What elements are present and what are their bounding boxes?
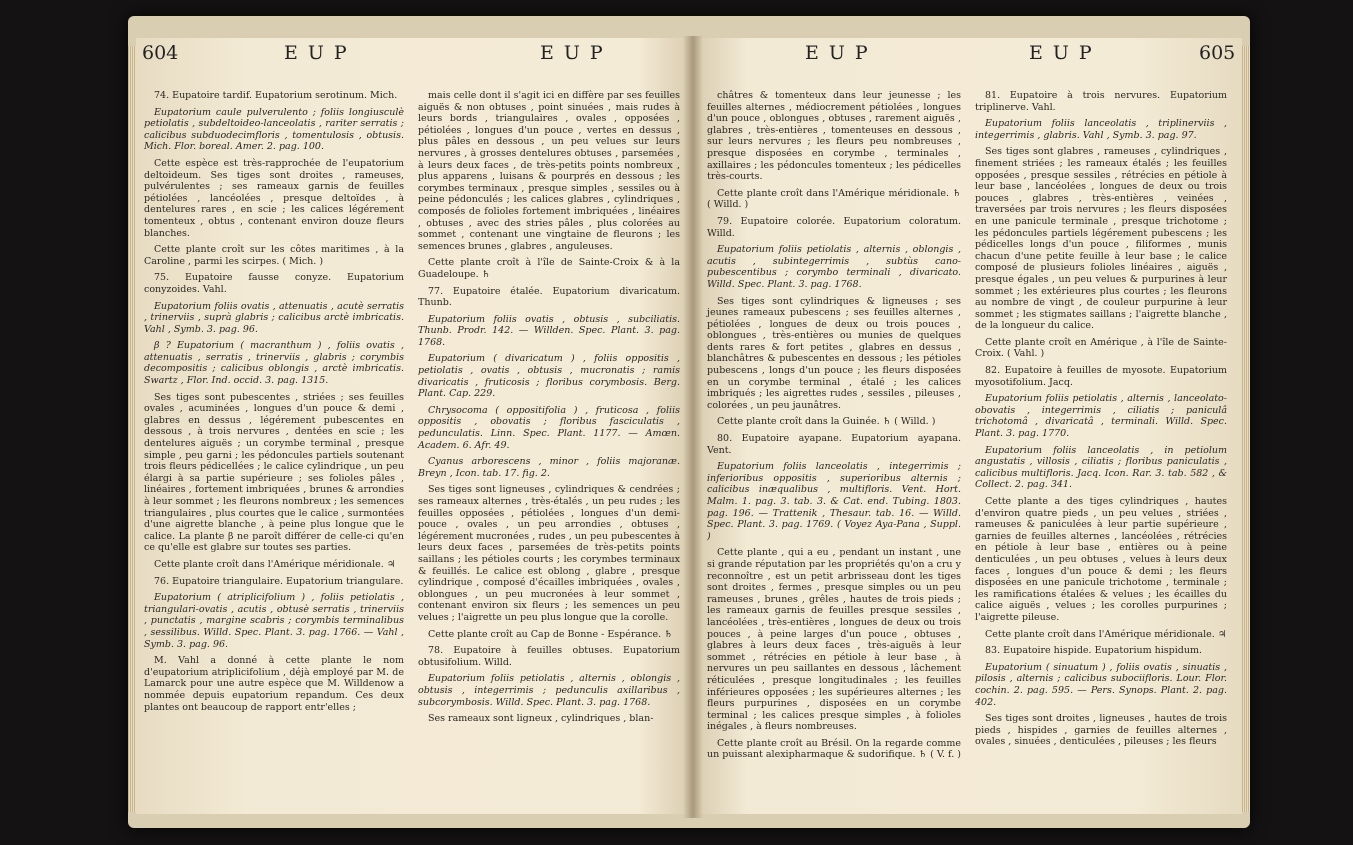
entry-79-diagnosis: Eupatorium foliis petiolatis , alternis , oblongis , acutis , subintegerrimis , subtùs cano-pubescentibus ; corymbo terminali , divaricato. Willd. Spec. Plant. 3. pag. 1768.	[707, 244, 961, 290]
entry-83-title: 83. Eupatoire hispide. Eupatorium hispidum.	[985, 645, 1203, 657]
entry-82-synonym: Eupatorium foliis lanceolatis , in petiolum angustatis , villosis , ciliatis ; floribus paniculatis , calicibus multifloris. Jacq. Icon. Rar. 3. tab. 582 , & Collect. 2. pag. 341.	[975, 444, 1227, 491]
entry-75-variety: β ? Eupatorium ( macranthum ) , foliis ovatis , attenuatis , serratis , trinerviis , glabris ; corymbis decompositis ; calicibus oblongis , arctè imbricatis. Swartz , Flor. Ind. occid. 3. pag. 1315.	[144, 340, 404, 387]
left-running-head-1: EUP	[284, 42, 357, 64]
entry-80-title: 80. Eupatoire ayapane. Eupatorium ayapana. Vent.	[707, 433, 961, 456]
right-page-number: 605	[1199, 42, 1236, 64]
left-page-edges	[128, 46, 136, 812]
entry-75-habitat: Cette plante croît dans l'Amérique méridionale. ♃	[154, 558, 396, 570]
entry-80-habitat: Cette plante croît au Brésil. On la regarde comme un puissant alexipharmaque & sudorifique. ♄ ( V. f. )	[707, 737, 961, 761]
entry-81-description: Ses tiges sont glabres , rameuses , cylindriques , finement striées ; les rameaux étalés ; les feuilles opposées , presque sessiles , rétrécies en pétiole à leur base , lancéolées , longues de deux ou trois pouces , glabres , très-entières , veinées , traversées par trois nervures ; les fleurs disposées en une panicule terminale , presque trichotome ; les pédoncules partiels légérement pubescens ; les pédicelles longs d'un pouce , filiformes , munis chacun d'une petite feuille à leur base ; le calice composé de plusieurs folioles linéaires , aiguës , presque égales , un peu velues & purpurines à leur sommet ; les extérieures plus courtes ; les fleurons au nombre de vingt , de couleur purpurine à leur sommet ; les stigmates saillans ; l'aigrette blanche , de la longueur du calice.	[975, 146, 1227, 332]
entry-81-diagnosis: Eupatorium foliis lanceolatis , triplinerviis , integerrimis , glabris. Vahl , Symb. 3. pag. 97.	[975, 118, 1227, 141]
entry-77-diagnosis: Eupatorium foliis ovatis , obtusis , subciliatis. Thunb. Prodr. 142. — Willden. Spec. Plant. 3. pag. 1768.	[418, 313, 680, 348]
entry-80-description: Cette plante , qui a eu , pendant un instant , une si grande réputation par les propriétés qu'on a cru y reconnoître , est un petit arbrisseau dont les tiges sont droites , fermes , presque simples ou un peu rameuses , brunes , grêles , hautes de trois pieds ; les rameaux garnis de feuilles presque sessiles , lancéolées , très-entières , longues de deux ou trois pouces , à peine larges d'un pouce , obtuses , glabres à leurs deux faces , très-aiguës à leur sommet , rétrécies en pétiole à leur base , à nervures un peu saillantes en dessous , lâchement réticulées , presque longitudinales ; les feuilles inférieures opposées ; les supérieures alternes ; les fleurs purpurines , disposées en un corymbe terminal ; les calices presque simples , à folioles inégales , à fleurs nombreuses.	[707, 547, 961, 733]
entry-74-description: Cette espèce est très-rapprochée de l'eupatorium deltoideum. Ses tiges sont droites , rameuses, pulvérulentes ; ses rameaux garnis de feuilles pétiolées , lancéolées , presque deltoïdes , à dentelures rares , en scie ; les calices légérement tomenteux , obtus , contenant environ douze fleurs blanches.	[144, 157, 404, 239]
entry-79-description: Ses tiges sont cylindriques & ligneuses ; ses jeunes rameaux pubescens ; ses feuilles alternes , pétiolées , longues de deux ou trois pouces , oblongues , très-entières ou munies de quelques dents rares & fort petites , glabres en dessus , blanchâtres & pubescentes en dessous ; les pétioles pubescens , longs d'un pouce ; les fleurs disposées en un corymbe terminal , étalé ; les calices imbriqués ; les aigrettes rudes , sessiles , pileuses , colorées , un peu jaunâtres.	[707, 295, 961, 411]
entry-75-title: 75. Eupatoire fausse conyze. Eupatorium conyzoides. Vahl.	[144, 272, 404, 295]
entry-77-synonym-1: Eupatorium ( divaricatum ) , foliis oppositis , petiolatis , ovatis , obtusis , mucronatis ; ramis divaricatis , fruticosis ; floribus corymbosis. Berg. Plant. Cap. 229.	[418, 353, 680, 400]
left-page	[136, 38, 693, 814]
entry-76-diagnosis: Eupatorium ( atriplicifolium ) , foliis petiolatis , triangulari-ovatis , acutis , obtusè serratis , trinerviis , punctatis , margine scabris ; corymbis terminalibus , sessilibus. Willd. Spec. Plant. 3. pag. 1766. — Vahl , Symb. 3. pag. 96.	[144, 592, 404, 650]
entry-82-habitat: Cette plante croît dans l'Amérique méridionale. ♃	[985, 628, 1227, 640]
entry-76-description: M. Vahl a donné à cette plante le nom d'eupatorium atriplicifolium , déjà employé par M. de Lamarck pour une autre espèce que M. Willdenow a nommée depuis eupatorium repandum. Ces deux plantes ont beaucoup de rapport entr'elles ;	[144, 655, 404, 713]
entry-83-description: Ses tiges sont droites , ligneuses , hautes de trois pieds , hispides , garnies de feuilles alternes , ovales , sinuées , denticulées , pileuses ; les fleurs	[975, 713, 1227, 748]
entry-74-title: 74. Eupatoire tardif. Eupatorium serotinum. Mich.	[154, 90, 398, 101]
entry-74-diagnosis: Eupatorium caule pulverulento ; foliis longiusculè petiolatis , subdeltoideo-lanceolatis , rariter serratis ; calicibus subduodecimfloris , tomentulosis , obtusis. Mich. Flor. boreal. Amer. 2. pag. 100.	[144, 106, 404, 153]
right-page-edges	[1242, 46, 1250, 812]
entry-77-synonym-2: Chrysocoma ( oppositifolia ) , fruticosa , foliis oppositis , obovatis ; floribus fasciculatis , pedunculatis. Linn. Spec. Plant. 1177. — Amœn. Academ. 6. Afr. 49.	[418, 404, 680, 451]
entry-77-title: 77. Eupatoire étalée. Eupatorium divaricatum. Thunb.	[418, 285, 680, 309]
left-column-2	[418, 90, 680, 730]
entry-76-continued: mais celle dont il s'agit ici en diffère par ses feuilles aiguës & non obtuses , point sinuées , mais rudes à leurs bords , triangulaires , ovales , opposées , pétiolées , longues d'un pouce , vertes en dessus , plus pâles en dessous , un peu velues sur leurs nervures , à grosses dentelures obtuses , parsemées , à leurs deux faces , de très-petits points nombreux , plus apparens , luisans & pourprés en dessous ; les corymbes terminaux , presque simples , sessiles ou à peine pédonculés ; les calices glabres , cylindriques , composés de folioles fortement imbriquées , linéaires , obtuses , avec des stries pâles , plus colorées au sommet , contenant une vingtaine de fleurons ; les semences brunes , glabres , anguleuses.	[418, 90, 680, 252]
entry-76-title: 76. Eupatoire triangulaire. Eupatorium triangulare.	[154, 575, 404, 587]
entry-79-title: 79. Eupatoire colorée. Eupatorium coloratum. Willd.	[707, 215, 961, 239]
entry-78-title: 78. Eupatoire à feuilles obtuses. Eupatorium obtusifolium. Willd.	[418, 645, 680, 668]
entry-79-habitat: Cette plante croît dans la Guinée. ♄ ( Willd. )	[717, 416, 936, 428]
entry-77-description: Ses tiges sont ligneuses , cylindriques & cendrées ; ses rameaux alternes , très-étalés , un peu rudes ; les feuilles opposées , pétiolées , longues d'un demi-pouce , ovales , un peu arrondies , obtuses , légérement mucronées , rudes , un peu pubescentes à leurs deux faces , parsemées de très-petits points saillans ; les pétioles courts ; les corymbes terminaux & feuillés. Le calice est oblong , glabre , presque cylindrique , composé d'écailles imbriquées , ovales , oblongues , un peu mucronées à leur sommet , contenant environ six fleurs ; les semences un peu velues ; l'aigrette un peu plus longue que la corolle.	[418, 484, 680, 623]
entry-77-synonym-3: Cyanus arborescens , minor , foliis majoranæ. Breyn , Icon. tab. 17. fig. 2.	[418, 456, 680, 479]
left-page-number: 604	[142, 42, 179, 64]
right-running-head-1: EUP	[805, 42, 878, 64]
entry-74-habitat: Cette plante croît sur les côtes maritimes , à la Caroline , parmi les scirpes. ( Mich. )	[144, 244, 404, 267]
entry-81-habitat: Cette plante croît en Amérique , à l'île de Sainte-Croix. ( Vahl. )	[975, 336, 1227, 360]
entry-78-diagnosis: Eupatorium foliis petiolatis , alternis , oblongis , obtusis , integerrimis ; pedunculis axillaribus , subcorymbosis. Willd. Spec. Plant. 3. pag. 1768.	[418, 673, 680, 708]
entry-81-title: 81. Eupatoire à trois nervures. Eupatorium triplinerve. Vahl.	[975, 90, 1227, 113]
entry-78-habitat: Cette plante croît dans l'Amérique méridionale. ♄ ( Willd. )	[707, 187, 961, 211]
entry-80-diagnosis: Eupatorium foliis lanceolatis , integerrimis ; inferioribus oppositis , superioribus alternis ; calicibus inæqualibus , multifloris. Vent. Hort. Malm. 1. pag. 3. tab. 3. & Cat. end. Tubing. 1803. pag. 196. — Trattenik , Thesaur. tab. 16. — Willd. Spec. Plant. 3. pag. 1769. ( Voyez Aya-Pana , Suppl. )	[707, 461, 961, 542]
open-book	[128, 16, 1250, 828]
entry-82-diagnosis: Eupatorium foliis petiolatis , alternis , lanceolato-obovatis , integerrimis , ciliatis ; paniculâ trichotomâ , divaricatâ , terminali. Willd. Spec. Plant. 3. pag. 1770.	[975, 393, 1227, 440]
entry-77-habitat: Cette plante croît au Cap de Bonne - Espérance. ♄	[428, 628, 673, 640]
right-running-head-2: EUP	[1029, 42, 1102, 64]
entry-76-habitat: Cette plante croît à l'île de Sainte-Croix & à la Guadeloupe. ♄	[418, 257, 680, 280]
left-column-1	[144, 90, 404, 718]
entry-75-description: Ses tiges sont pubescentes , striées ; ses feuilles ovales , acuminées , longues d'un pouce & demi , glabres en dessus , légérement pubescentes en dessous , à trois nervures , dentées en scie ; les dentelures aiguës ; un corymbe terminal , presque simple , peu garni ; les pédoncules partiels soutenant trois fleurs pédicellées ; le calice cylindrique , un peu élargi à sa partie supérieure ; ses folioles pâles , linéaires , fortement imbriquées , brunes & arrondies à leur sommet ; les fleurons nombreux ; les semences triangulaires , plus courtes que le calice , surmontées d'une aigrette blanche , à peine plus longue que le calice. La plante β ne paroît différer de celle-ci qu'en ce qu'elle est glabre sur toutes ses parties.	[144, 391, 404, 554]
entry-78-continued: châtres & tomenteux dans leur jeunesse ; les feuilles alternes , médiocrement pétiolées , longues d'un pouce , oblongues , obtuses , rarement aiguës , glabres , très-entières , tomenteuses en dessous , sur leurs nervures ; les fleurs peu nombreuses , presque disposées en corymbe , terminales , axillaires ; les pédoncules tomenteux ; les pédicelles très-courts.	[707, 90, 961, 183]
entry-75-diagnosis: Eupatorium foliis ovatis , attenuatis , acutè serratis , trinerviis , suprà glabris ; calicibus arctè imbricatis. Vahl , Symb. 3. pag. 96.	[144, 300, 404, 335]
right-column-2	[975, 90, 1227, 753]
entry-78-description: Ses rameaux sont ligneux , cylindriques , blan-	[428, 713, 654, 725]
right-page	[693, 38, 1242, 814]
left-running-head-2: EUP	[540, 42, 613, 64]
entry-82-description: Cette plante a des tiges cylindriques , hautes d'environ quatre pieds , un peu velues , striées , rameuses & paniculées à leur partie supérieure , garnies de feuilles alternes , lancéolées , rétrécies en pétiole à leur base , entières ou à peine denticulées , un peu obtuses , velues à leurs deux faces , longues d'un pouce & demi ; les fleurs disposées en une panicule trichotome , terminale ; les ramifications étalées & velues ; les écailles du calice aiguës , velues ; les corolles purpurines ; l'aigrette pileuse.	[975, 496, 1227, 623]
entry-82-title: 82. Eupatoire à feuilles de myosote. Eupatorium myosotifolium. Jacq.	[975, 365, 1227, 388]
entry-83-diagnosis: Eupatorium ( sinuatum ) , foliis ovatis , sinuatis , pilosis , alternis ; calicibus subociifloris. Lour. Flor. cochin. 2. pag. 595. — Pers. Synops. Plant. 2. pag. 402.	[975, 661, 1227, 708]
book-gutter	[683, 36, 703, 818]
right-column-1	[707, 90, 961, 766]
